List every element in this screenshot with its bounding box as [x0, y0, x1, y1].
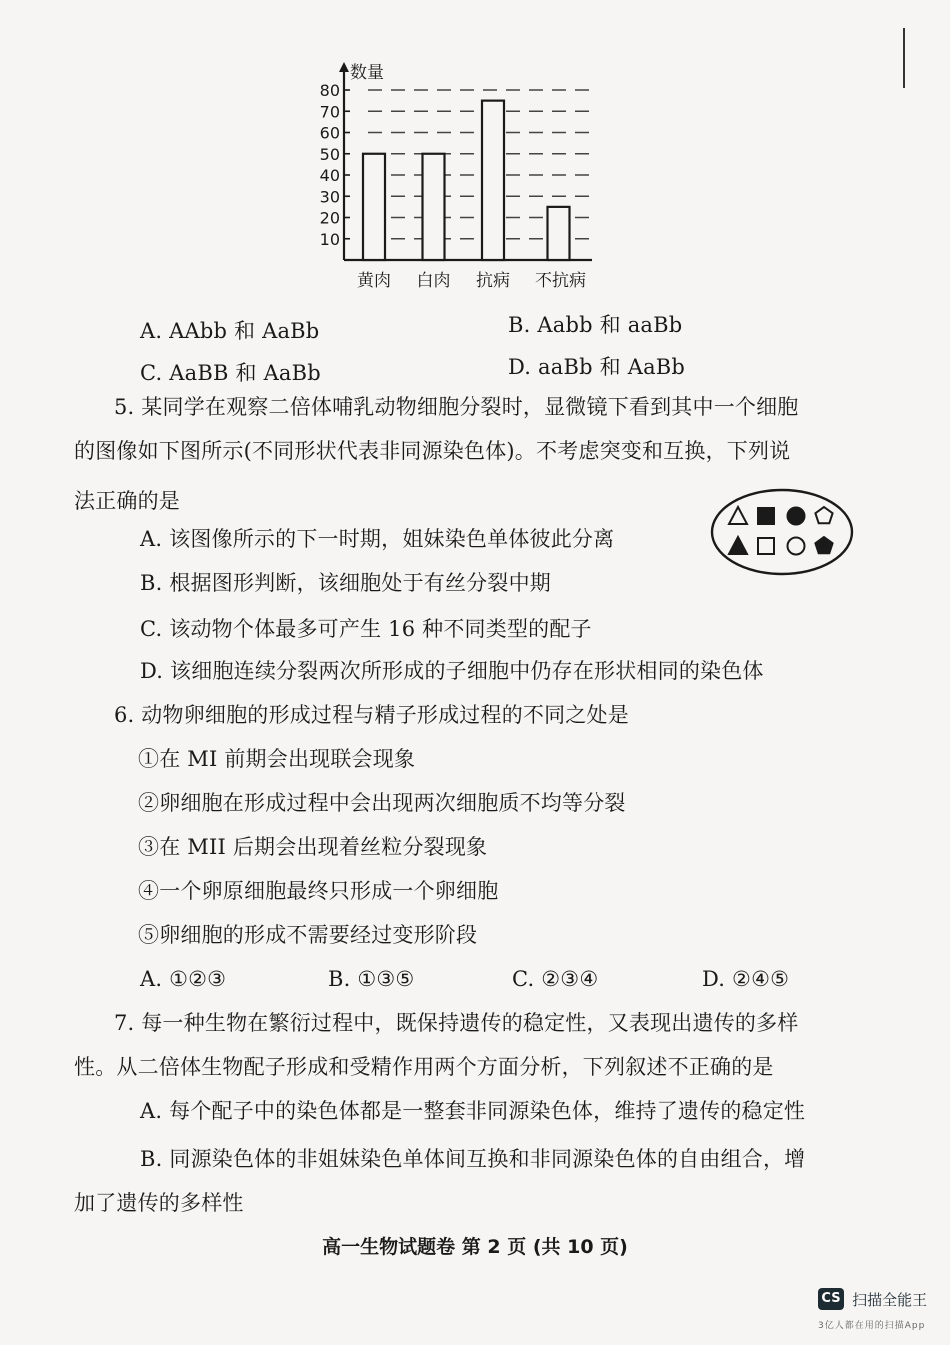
q6-option-a: A. ①②③: [140, 967, 227, 991]
x-tick-label: 白肉: [416, 271, 451, 291]
q5-option-c: C. 该动物个体最多可产生 16 种不同类型的配子: [140, 617, 592, 641]
pentagon-filled-icon: [815, 537, 832, 553]
circle-filled-icon: [788, 508, 805, 525]
q6-statement-2: ②卵细胞在形成过程中会出现两次细胞质不均等分裂: [138, 791, 626, 815]
y-axis-label: 数量: [350, 63, 384, 83]
circle-outline-icon: [788, 538, 805, 555]
bar-1: [423, 154, 445, 260]
x-tick-label: 不抗病: [535, 271, 586, 291]
y-tick-label: 40: [319, 166, 340, 185]
scan-edge-mark: [903, 28, 905, 88]
y-tick-label: 30: [319, 187, 340, 207]
bar-0: [363, 154, 385, 260]
square-outline-icon: [758, 538, 774, 554]
x-tick-label: 黄肉: [357, 271, 391, 291]
y-tick-label: 80: [319, 81, 340, 100]
bar-chart: [300, 50, 620, 300]
q5-stem-line2: 的图像如下图所示(不同形状代表非同源染色体)。不考虑突变和互换，下列说: [74, 439, 791, 463]
triangle-filled-icon: [729, 537, 747, 554]
q7-stem-line1: 7. 每一种生物在繁衍过程中，既保持遗传的稳定性，又表现出遗传的多样: [114, 1011, 799, 1035]
q7-option-a: A. 每个配子中的染色体都是一整套非同源染色体，维持了遗传的稳定性: [140, 1099, 806, 1123]
pentagon-outline-icon: [815, 507, 832, 523]
cell-chromosome-diagram: [708, 486, 856, 578]
q5-stem-line3: 法正确的是: [74, 489, 180, 513]
scanner-logo-name: 扫描全能王: [852, 1290, 928, 1309]
square-filled-icon: [758, 508, 774, 524]
bar-2: [482, 101, 504, 260]
q6-option-c: C. ②③④: [512, 967, 599, 991]
q4-option-d: D. aaBb 和 AaBb: [508, 355, 686, 379]
x-tick-label: 抗病: [476, 271, 510, 291]
q5-option-b: B. 根据图形判断，该细胞处于有丝分裂中期: [140, 571, 551, 595]
chart-bars: [363, 101, 570, 260]
scanner-watermark: [818, 1288, 927, 1310]
y-tick-label: 50: [319, 144, 340, 164]
chart-labels: [320, 63, 586, 291]
q5-option-d: D. 该细胞连续分裂两次所形成的子细胞中仍存在形状相同的染色体: [140, 659, 764, 683]
bar-3: [548, 207, 570, 260]
q6-statement-5: ⑤卵细胞的形成不需要经过变形阶段: [138, 923, 478, 947]
y-tick-label: 10: [319, 229, 340, 249]
q7-stem-line2: 性。从二倍体生物配子形成和受精作用两个方面分析，下列叙述不正确的是: [74, 1055, 774, 1079]
q6-stem: 6. 动物卵细胞的形成过程与精子形成过程的不同之处是: [114, 703, 629, 727]
q4-option-b: B. Aabb 和 aaBb: [508, 313, 683, 337]
y-tick-label: 60: [319, 123, 340, 143]
q7-option-b-line2: 加了遗传的多样性: [74, 1191, 244, 1215]
q5-option-a: A. 该图像所示的下一时期，姐妹染色单体彼此分离: [140, 527, 615, 551]
y-tick-label: 70: [319, 102, 340, 122]
page-footer: 高一生物试题卷 第 2 页 (共 10 页): [322, 1236, 628, 1258]
triangle-outline-icon: [729, 507, 747, 524]
scanner-logo-icon: CS: [818, 1288, 844, 1310]
q7-option-b-line1: B. 同源染色体的非姐妹染色单体间互换和非同源染色体的自由组合，增: [140, 1147, 806, 1171]
q5-stem-line1: 5. 某同学在观察二倍体哺乳动物细胞分裂时，显微镜下看到其中一个细胞: [114, 395, 799, 419]
cell-outline: [712, 490, 852, 574]
q6-statement-3: ③在 MII 后期会出现着丝粒分裂现象: [138, 835, 488, 859]
q6-statement-1: ①在 MI 前期会出现联会现象: [138, 747, 416, 771]
q6-option-d: D. ②④⑤: [702, 967, 790, 991]
q4-option-a: A. AAbb 和 AaBb: [140, 319, 320, 343]
q6-option-b: B. ①③⑤: [328, 967, 415, 991]
y-axis-arrow: [339, 62, 349, 72]
q6-statement-4: ④一个卵原细胞最终只形成一个卵细胞: [138, 879, 499, 903]
q4-option-c: C. AaBB 和 AaBb: [140, 361, 321, 385]
scanner-logo-tagline: 3亿人都在用的扫描App: [818, 1321, 926, 1331]
y-tick-label: 20: [319, 208, 340, 228]
